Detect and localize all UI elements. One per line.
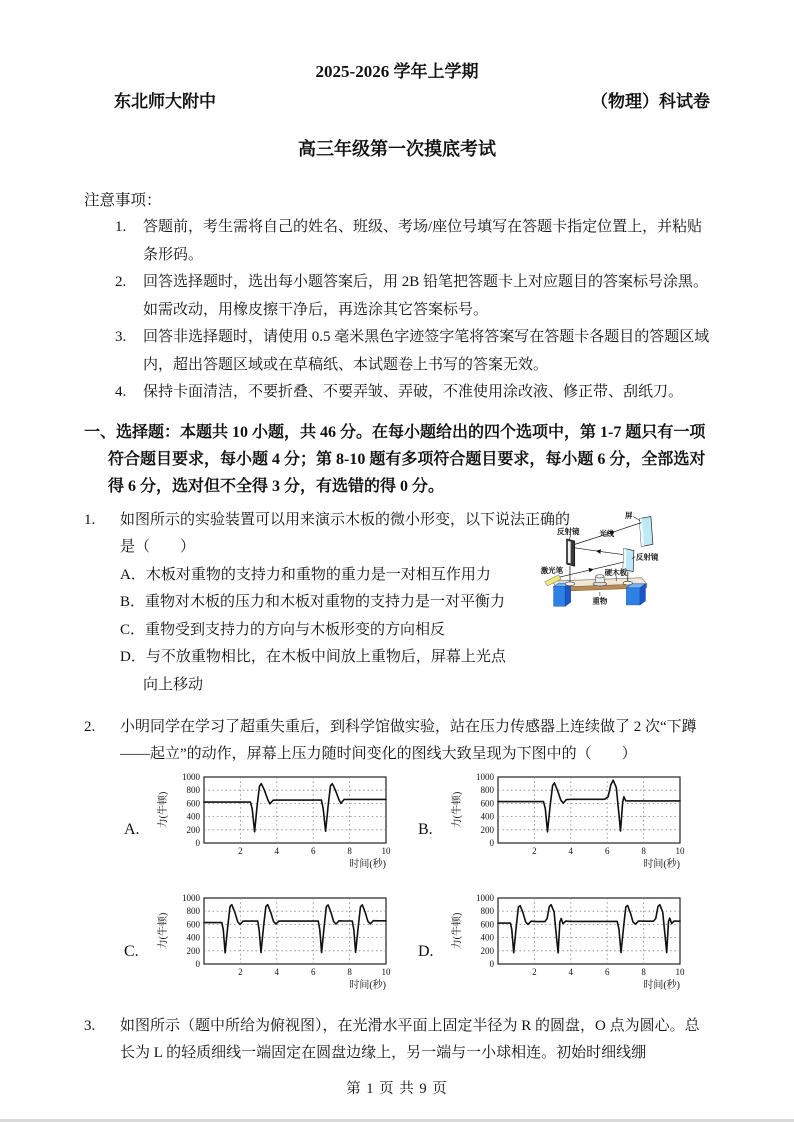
chart-svg [450,893,702,999]
y-tick-label: 200 [480,824,494,835]
y-tick-label: 600 [186,797,200,808]
y-tick-label: 200 [186,945,200,956]
graph-label-c: C. [124,942,139,960]
subject-name: （物理）科试卷 [591,92,710,111]
x-tick-label: 4 [274,967,280,977]
experiment-apparatus-figure [538,509,708,626]
x-tick-label: 2 [532,967,537,977]
x-tick-label: 2 [238,967,243,977]
x-tick-label: 4 [274,845,280,856]
y-axis-label: 力(牛顿) [158,912,169,950]
left-mirror-base [565,581,575,585]
question-stem-text: 如图所示（题中所给为俯视图），在光滑水平面上固定半径为 R 的圆盘，O 点为圆心。总长为 L 的轻质细线一端固定在圆盘边缘上，另一端与一小球相连。初始时细线绷 [120,1017,700,1061]
y-tick-label: 600 [186,919,200,930]
force-time-curve [498,905,680,953]
y-axis-label: 力(牛顿) [452,912,463,950]
y-tick-label: 0 [195,959,200,969]
y-tick-label: 600 [480,919,494,930]
y-tick-label: 1000 [476,893,494,903]
y-tick-label: 200 [480,945,494,956]
y-tick-label: 400 [480,811,494,822]
left-support-block [554,583,571,606]
mirror-left-label: 反射镜 [557,526,580,536]
y-tick-label: 1000 [476,771,494,782]
plot-border [498,777,680,843]
question-2 [84,714,710,1010]
y-axis-label: 力(牛顿) [158,791,169,828]
notice-item-1 [115,214,710,269]
y-tick-label: 1000 [182,893,200,903]
x-tick-label: 6 [310,845,316,856]
notice-num: 1. [115,219,127,235]
x-tick-label: 10 [381,845,391,856]
laser-pen-label: 激光笔 [540,565,564,575]
question-1-stem [84,507,572,562]
graph-label-b: B. [418,821,433,838]
y-tick-label: 600 [480,797,494,808]
force-time-curve [204,783,386,831]
y-tick-label: 400 [480,932,494,943]
x-tick-label: 10 [675,845,685,856]
question-stem-text: 小明同学在学习了超重失重后，到科学馆做实验，站在压力传感器上连续做了 2 次“下蹲——起立”的动作，屏幕上压力随时间变化的图线大致呈现为下图中的（ ） [120,718,697,762]
y-tick-label: 400 [186,811,200,822]
term-title: 2025-2026 学年上学期 [315,62,479,81]
notice-num: 2. [115,274,127,290]
notice-title: 注意事项： [84,192,162,209]
q1-option-a: A．木板对重物的支持力和重物的重力是一对相互作用力 [120,566,491,583]
y-tick-label: 400 [186,932,200,943]
x-tick-label: 4 [568,967,574,977]
x-tick-label: 10 [381,967,391,977]
graph-option-a [124,772,416,889]
x-tick-label: 2 [238,845,243,856]
q2-answer-graphs [124,772,710,1010]
x-tick-label: 10 [675,967,685,977]
x-tick-label: 8 [641,845,646,856]
x-tick-label: 2 [532,845,537,856]
y-tick-label: 0 [489,837,494,848]
question-number: 2. [84,718,96,735]
plot-border [204,777,386,843]
question-stem-text: 如图所示的实验装置可以用来演示木板的微小形变，以下说法正确的是（ ） [120,511,571,555]
x-tick-label: 6 [604,967,610,977]
q1-option-c: C．重物受到支持力的方向与木板形变的方向相反 [120,621,446,638]
question-number: 3. [84,1017,96,1034]
board-label: 硬木板 [604,567,628,577]
school-name: 东北师大附中 [114,92,216,111]
question-3 [84,1013,710,1068]
y-tick-label: 1000 [182,771,200,782]
mirror-right-label: 反射镜 [635,551,659,561]
notice-num: 4. [115,384,127,400]
page-number-footer: 第 1 页 共 9 页 [346,1080,448,1097]
left-mirror [567,538,575,565]
notice-text: 回答选择题时，选出每小题答案后，用 2B 铅笔把答题卡上对应题目的答案标号涂黑。如需改动，用橡皮擦干净后，再选涂其它答案标号。 [143,274,709,318]
x-axis-label: 时间(秒) [349,980,386,991]
school-subject-row [84,90,710,114]
x-tick-label: 6 [310,967,316,977]
section-1-header: 一、选择题：本题共 10 小题，共 46 分。在每小题给出的四个选项中，第 1-7 题只有一项符合题目要求，每小题 4 分；第 8-10 题有多项符合题目要求，每小题 6 分，全部选对得 6 分，选对但不全得 3 分，有选错的得 0 分。 [84,423,706,495]
chart-svg [156,772,408,878]
light-ray-mirror-to-mirror [575,547,623,554]
plot-border [204,898,386,964]
x-tick-label: 8 [347,845,352,856]
notice-text: 回答非选择题时，请使用 0.5 毫米黑色字迹签字笔将答案写在答题卡各题目的答题区域内，超出答题区域或在草稿纸、本试题卷上书写的答案无效。 [143,329,710,373]
graph-option-c [124,893,416,1010]
y-tick-label: 200 [186,824,200,835]
force-time-chart-a [156,772,408,889]
force-time-curve [498,780,680,832]
graph-label-d: D. [418,942,434,960]
y-tick-label: 800 [480,906,494,917]
chart-svg [450,772,702,878]
screen-panel [639,516,653,546]
x-axis-label: 时间(秒) [643,980,680,991]
x-tick-label: 4 [568,845,574,856]
graph-option-d [418,893,710,1010]
y-axis-label: 力(牛顿) [452,791,463,828]
graph-option-b [418,772,710,889]
x-axis-label: 时间(秒) [349,858,386,870]
x-tick-label: 8 [641,967,646,977]
y-tick-label: 0 [195,837,200,848]
y-tick-label: 800 [186,784,200,795]
question-3-stem [84,1013,710,1068]
y-tick-label: 800 [186,906,200,917]
right-support-block [626,583,645,604]
notice-item-2 [115,269,710,324]
question-2-stem [84,714,710,769]
notice-item-3 [115,324,710,379]
chart-svg [156,893,408,999]
notice-text: 保持卡面清洁，不要折叠、不要弄皱、弄破，不准使用涂改液、修正带、刮纸刀。 [143,384,684,400]
x-axis-label: 时间(秒) [643,858,680,870]
weight-label: 重物 [592,596,608,606]
force-time-curve [204,905,386,953]
force-time-chart-b [450,772,702,889]
exam-title: 高三年级第一次摸底考试 [298,139,496,159]
x-tick-label: 8 [347,967,352,977]
notice-item-4 [115,379,710,407]
notice-num: 3. [115,329,127,345]
force-time-chart-c [156,893,408,1010]
y-tick-label: 800 [480,784,494,795]
force-time-chart-d [450,893,702,1010]
q1-option-b: B．重物对木板的压力和木板对重物的支持力是一对平衡力 [120,594,506,610]
q1-option-d-continuation: 向上移动 [143,676,204,693]
question-number: 1. [84,511,96,528]
plot-border [498,898,680,964]
question-1-figure [538,509,708,626]
right-mirror-base [623,581,633,585]
question-1 [84,507,710,703]
notice-text: 答题前，考生需将自己的姓名、班级、考场/座位号填写在答题卡指定位置上，并粘贴条形码。 [143,219,703,263]
y-tick-label: 0 [489,959,494,969]
light-ray-label: 光线 [599,528,615,538]
q1-option-d: D．与不放重物相比，在木板中间放上重物后，屏幕上光点 [120,649,506,665]
screen-label: 屏 [625,510,633,520]
x-tick-label: 6 [604,845,610,856]
graph-label-a: A. [124,821,140,838]
